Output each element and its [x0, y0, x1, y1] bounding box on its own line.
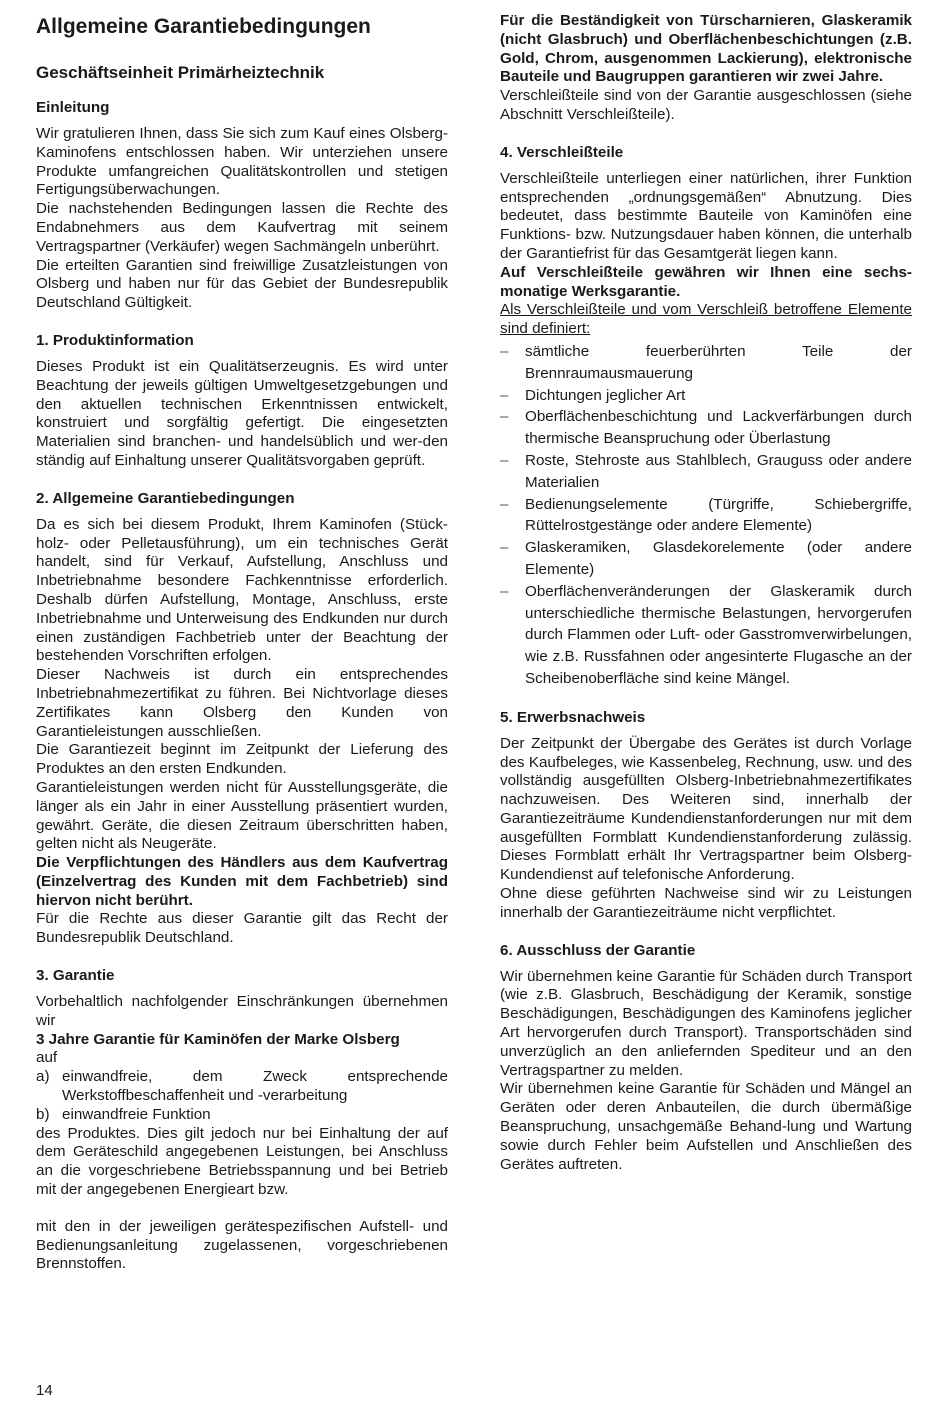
- section-6-paragraph: Wir übernehmen keine Garantie für Schäden durch Transport (wie z.B. Glasbruch, Beschädigung der Keramik, sonstige Beschädigungen, Beschädigungen des Kaminofens jeglicher Art hervorgerufen durch Transport). Transportschäden sind unverzüglich an den anliefernden Spediteur und an den Vertragspartner zu melden.: [500, 967, 912, 1079]
- business-unit-heading: Geschäftseinheit Primärheiztechnik: [36, 63, 325, 82]
- section-6-heading: 6. Ausschluss der Garantie: [500, 941, 696, 959]
- intro-paragraph: Die nachstehenden Bedingungen lassen die Rechte des Endabnehmers aus dem Kaufvertrag mit seinem Vertragspartner (Verkäufer) wegen Sachmängeln unberührt.: [36, 200, 448, 255]
- list-item: – sämtliche feuerberührten Teile der Brennraumausmauerung: [500, 341, 912, 385]
- list-item: – Oberflächenveränderungen der Glaskeramik durch unterschiedliche thermische Belastungen, hervorgerufen durch Flammen oder Luft- oder Gasstromverwirbelungen, wie z.B. Russfahnen oder angesinterte Flugasche an der Scheibenoberfläche sind keine Mängel.: [500, 581, 912, 690]
- section-5-paragraph: Ohne diese geführten Nachweise sind wir zu Leistungen innerhalb der Garantiezeiträume nicht verpflichtet.: [500, 885, 912, 921]
- section-4-heading: 4. Verschleißteile: [500, 143, 624, 161]
- list-item: – Oberflächenbeschichtung und Lackverfärbungen durch thermische Beanspruchung oder Überlastung: [500, 406, 912, 450]
- section-2-paragraph: Garantieleistungen werden nicht für Ausstellungsgeräte, die länger als ein Jahr in einer Ausstellung präsentiert wurden, gewährt. Geräte, die diesen Zeitraum überschritten haben, gelten nicht als Neugeräte.: [36, 778, 448, 853]
- intro-heading: Einleitung: [36, 99, 110, 116]
- wear-parts-list: [500, 341, 912, 690]
- section-2-paragraph: Da es sich bei diesem Produkt, Ihrem Kaminofen (Stück-holz- oder Pelletausführung), um ein technisches Gerät handelt, sind für Verkauf, Aufstellung, Anschluss und Inbetriebnahme besondere Fachkenntnisse erforderlich. Deshalb dürfen Aufstellung, Montage, Anschluss, erste Inbetriebnahme und Unterweisung des Endkunden nur durch einen zuständigen Fachbetrieb unter der Beachtung der bestehenden Vorschriften erfolgen.: [36, 515, 448, 665]
- section-1-text: Dieses Produkt ist ein Qualitätserzeugnis. Es wird unter Beachtung der jeweils gültigen Umweltgesetzgebungen und den aktuellen technischen Erkenntnissen entwickelt, konstruiert und sorgfältig gefertigt. Die eingesetzten Materialien sind branchen- und handelsüblich und wer-den ständig auf Einhaltung unserer Qualitätsvorgaben geprüft.: [36, 357, 448, 469]
- page-number: 14: [36, 1382, 53, 1399]
- section-2-paragraph: Die Garantiezeit beginnt im Zeitpunkt der Lieferung des Produktes an den ersten Endkunden.: [36, 741, 448, 778]
- list-item: [36, 1106, 448, 1125]
- section-4-definition: Als Verschleißteile und vom Verschleiß betroffene Elemente sind definiert:: [500, 301, 912, 338]
- intro-paragraph: Die erteilten Garantien sind freiwillige Zusatzleistungen von Olsberg und haben nur für das Gebiet der Bundesrepublik Deutschland Gültigkeit.: [36, 256, 448, 312]
- intro-paragraph: Wir gratulieren Ihnen, dass Sie sich zum Kauf eines Olsberg- Kaminofens entschlossen haben. Wir unterziehen unsere Produkte umfangreichen Qualitätskontrollen und stetigen Fertigungsüberwachungen.: [36, 125, 448, 199]
- section-4-bold: Auf Verschleißteile gewähren wir Ihnen eine sechs-monatige Werksgarantie.: [500, 263, 912, 300]
- list-item: – Glaskeramiken, Glasdekorelemente (oder andere Elemente): [500, 537, 912, 581]
- section-5-paragraph: Der Zeitpunkt der Übergabe des Gerätes ist durch Vorlage des Kaufbeleges, wie Kassenbeleg, Rechnung, usw. und des vollständig ausgefüllten Olsberg-Inbetriebnahmezertifikates nachzuweisen. Des Weiteren sind, innerhalb der Garantiezeiträume Kundendienstanforderungen nur mit dem ausgefüllten Formblatt Kundendienstanforderung zulässig. Dieses Formblatt erhält Ihr Vertragspartner beim Olsberg-Kundendienst auf telefonische Anforderung.: [500, 734, 912, 884]
- section-3-bold: 3 Jahre Garantie für Kaminöfen der Marke Olsberg: [36, 1030, 400, 1048]
- right-column: [500, 12, 912, 1174]
- section-4-text: Verschleißteile unterliegen einer natürlichen, ihrer Funktion entsprechenden „ordnungsgemäßen“ Abnutzung. Dies bedeutet, dass bestimmte Bauteile von Kaminöfen eine Funktions- bzw. Nutzungsdauer haben können, die unterhalb der Garantiefrist für das Gesamtgerät liegen kann.: [500, 169, 912, 262]
- section-2-paragraph: Dieser Nachweis ist durch ein entsprechendes Inbetriebnahmezertifikat zu führen. Bei Nichtvorlage dieses Zertifikates kann Olsberg den Kunden von Garantieleistungen ausschließen.: [36, 666, 448, 740]
- list-marker: a): [36, 1068, 50, 1086]
- section-5-heading: 5. Erwerbsnachweis: [500, 708, 646, 726]
- left-column: [36, 12, 448, 1274]
- list-marker: b): [36, 1105, 50, 1123]
- section-3-after2: mit den in der jeweiligen gerätespezifischen Aufstell- und Bedienungsanleitung zugelassenen, vorgeschriebenen Brennstoffen.: [36, 1217, 448, 1273]
- list-item-text: einwandfreie Funktion: [62, 1105, 211, 1123]
- section-1-heading: 1. Produktinformation: [36, 331, 194, 349]
- list-item: – Roste, Stehroste aus Stahlblech, Grauguss oder andere Materialien: [500, 450, 912, 494]
- section-2-closing: Für die Rechte aus dieser Garantie gilt das Recht der Bundesrepublik Deutschland.: [36, 910, 448, 947]
- section-3-continued-bold: Für die Beständigkeit von Türscharnieren, Glaskeramik (nicht Glasbruch) und Oberflächenbeschichtungen (z.B. Gold, Chrom, ausgenommen Lackierung), elektronische Bauteile und Baugruppen garantieren wir zwei Jahre.: [500, 12, 912, 86]
- section-2-bold-note: Die Verpflichtungen des Händlers aus dem Kaufvertrag (Einzelvertrag des Kunden mit dem Fachbetrieb) sind hiervon nicht berührt.: [36, 854, 448, 909]
- section-3-continued-text: Verschleißteile sind von der Garantie ausgeschlossen (siehe Abschnitt Verschleißteile).: [500, 87, 912, 123]
- section-3-heading: 3. Garantie: [36, 967, 115, 985]
- page-title: Allgemeine Garantiebedingungen: [36, 15, 371, 38]
- section-3-list: [36, 1068, 448, 1124]
- list-item-text: einwandfreie, dem Zweck entsprechende Werkstoffbeschaffenheit und -verarbeitung: [62, 1068, 448, 1105]
- section-6-paragraph: Wir übernehmen keine Garantie für Schäden und Mängel an Geräten oder deren Anbauteilen, die durch übermäßige Beanspruchung, unsachgemäße Behand-lung und Wartung sowie durch Fehler beim Aufstellen und Anschließen des Gerätes auftreten.: [500, 1080, 912, 1173]
- section-3-lead: Vorbehaltlich nachfolgender Einschränkungen übernehmen wir: [36, 993, 448, 1029]
- section-3-auf: auf: [36, 1049, 58, 1067]
- list-item: – Dichtungen jeglicher Art: [500, 385, 912, 407]
- section-3-after: des Produktes. Dies gilt jedoch nur bei Einhaltung der auf dem Geräteschild angegebenen Leistungen, bei Anschluss an die vorgeschriebene Betriebsspannung und bei Betrieb mit der angegebenen Energieart bzw.: [36, 1124, 448, 1199]
- list-item: – Bedienungselemente (Türgriffe, Schiebergriffe, Rüttelrostgestänge oder andere Elemente): [500, 494, 912, 538]
- list-item: [36, 1068, 448, 1106]
- section-2-heading: 2. Allgemeine Garantiebedingungen: [36, 489, 295, 507]
